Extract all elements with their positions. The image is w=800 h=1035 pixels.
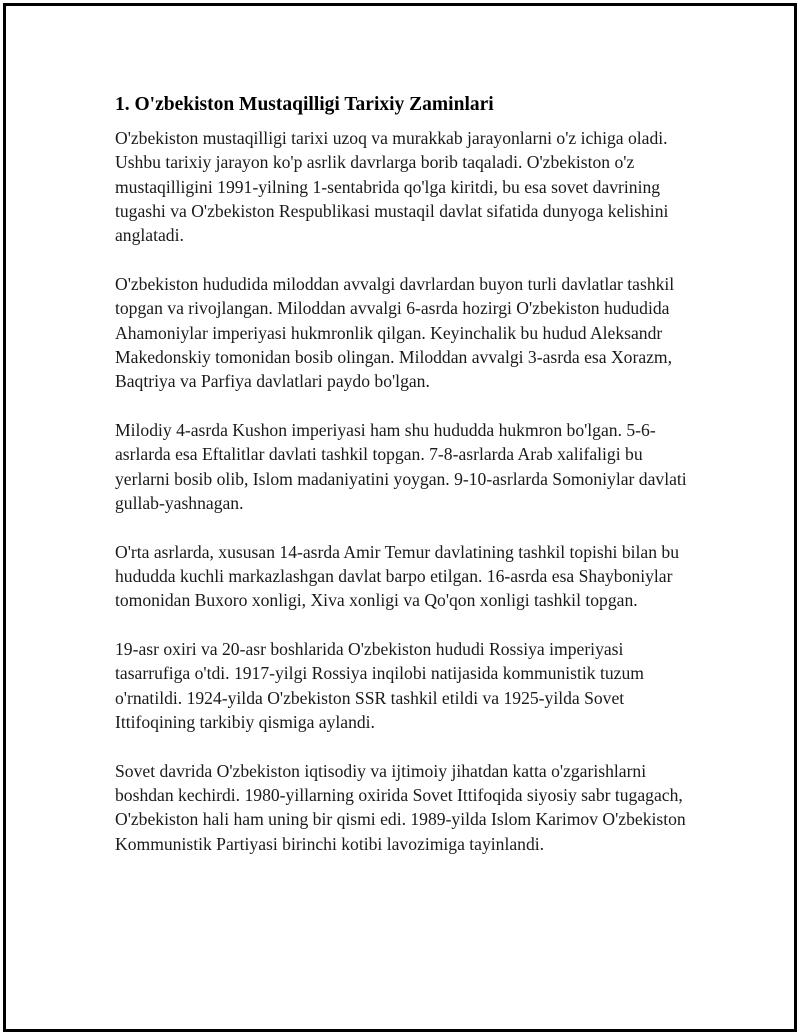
document-body bbox=[115, 92, 695, 880]
paragraph-kushan-era: Milodiy 4-asrda Kushon imperiyasi ham shu hududda hukmron bo'lgan. 5-6-asrlarda esa Eftalitlar davlati tashkil topgan. 7-8-asrlarda Arab xalifaligi bu yerlarni bosib olib, Islom madaniyatini yoygan. 9-10-asrlarda Somoniylar davlati gullab-yashnagan. bbox=[115, 419, 687, 513]
paragraph-ancient-states: O'zbekiston hududida miloddan avvalgi davrlardan buyon turli davlatlar tashkil topgan va rivojlangan. Miloddan avvalgi 6-asrda hozirgi O'zbekiston hududida Ahamoniylar imperiyasi hukmronlik qilgan. Keyinchalik bu hudud Aleksandr Makedonskiy tomonidan bosib olingan. Miloddan avvalgi 3-asrda esa Xorazm, Baqtriya va Parfiya davlatlari paydo bo'lgan. bbox=[115, 273, 675, 392]
paragraph-intro: O'zbekiston mustaqilligi tarixi uzoq va murakkab jarayonlarni o'z ichiga oladi. Ushbu tarixiy jarayon ko'p asrlik davrlarga borib taqaladi. O'zbekiston o'z mustaqilligini 1991-yilning 1-sentabrida qo'lga kiritdi, bu esa sovet davrining tugashi va O'zbekiston Respublikasi mustaqil davlat sifatida dunyoga kelishini anglatadi. bbox=[115, 128, 669, 246]
paragraph-middle-ages: O'rta asrlarda, xususan 14-asrda Amir Temur davlatining tashkil topishi bilan bu hududda kuchli markazlashgan davlat barpo etilgan. 16-asrda esa Shayboniylar tomonidan Buxoro xonligi, Xiva xonligi va Qo'qon xonligi tashkil topgan. bbox=[115, 541, 680, 611]
paragraph-soviet-period: Sovet davrida O'zbekiston iqtisodiy va ijtimoiy jihatdan katta o'zgarishlarni boshdan kechirdi. 1980-yillarning oxirida Sovet Ittifoqida siyosiy sabr tugagach, O'zbekiston hali ham uning bir qismi edi. 1989-yilda Islom Karimov O'zbekiston Kommunistik Partiyasi birinchi kotibi lavozimiga tayinlandi. bbox=[115, 760, 686, 854]
paragraph-russian-empire: 19-asr oxiri va 20-asr boshlarida O'zbekiston hududi Rossiya imperiyasi tasarrufiga o'tdi. 1917-yilgi Rossiya inqilobi natijasida kommunistik tuzum o'rnatildi. 1924-yilda O'zbekiston SSR tashkil etildi va 1925-yilda Sovet Ittifoqining tarkibiy qismiga aylandi. bbox=[115, 639, 644, 732]
section-heading: 1. O'zbekiston Mustaqilligi Tarixiy Zaminlari bbox=[115, 94, 494, 115]
